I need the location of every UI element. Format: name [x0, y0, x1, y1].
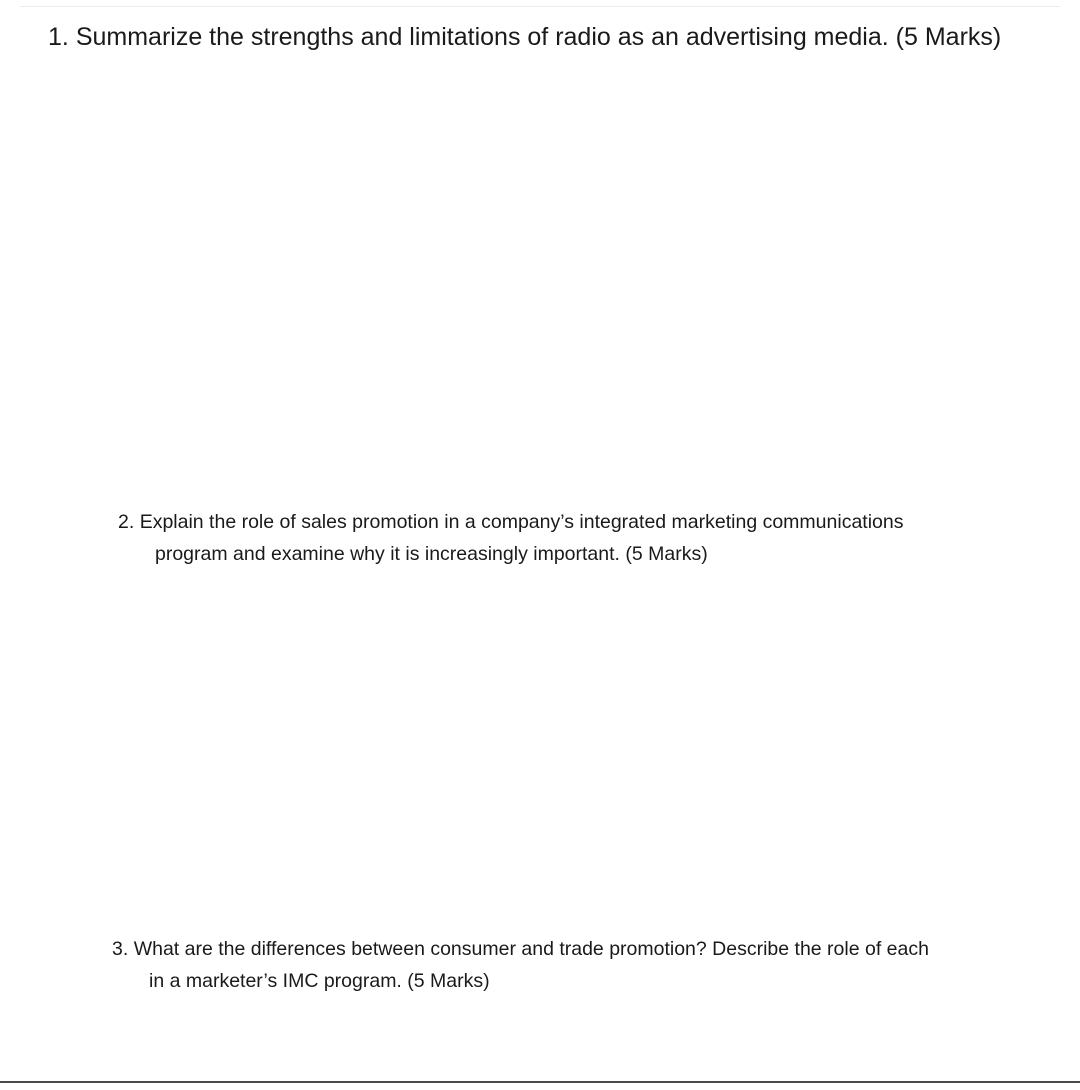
question-2	[118, 506, 1038, 570]
bottom-divider	[0, 1081, 1080, 1083]
question-2-line-1	[118, 506, 1038, 538]
question-2-number: 2.	[118, 511, 135, 533]
question-2-text-line-1: Explain the role of sales promotion in a company’s integrated marketing communications	[139, 511, 904, 533]
question-1-line-1	[48, 20, 1058, 54]
question-2-text-line-2: program and examine why it is increasingly important. (5 Marks)	[155, 543, 708, 565]
question-3-line-1	[112, 933, 1032, 965]
top-divider	[20, 6, 1060, 7]
question-3-text-line-2: in a marketer’s IMC program. (5 Marks)	[149, 970, 490, 992]
question-3	[112, 933, 1032, 997]
question-1-number: 1.	[48, 23, 69, 51]
question-3-number: 3.	[112, 938, 129, 960]
question-3-text-line-1: What are the differences between consumer and trade promotion? Describe the role of each	[133, 938, 929, 960]
question-1	[48, 20, 1058, 54]
question-1-text: Summarize the strengths and limitations of radio as an advertising media. (5 Marks)	[75, 23, 1002, 51]
